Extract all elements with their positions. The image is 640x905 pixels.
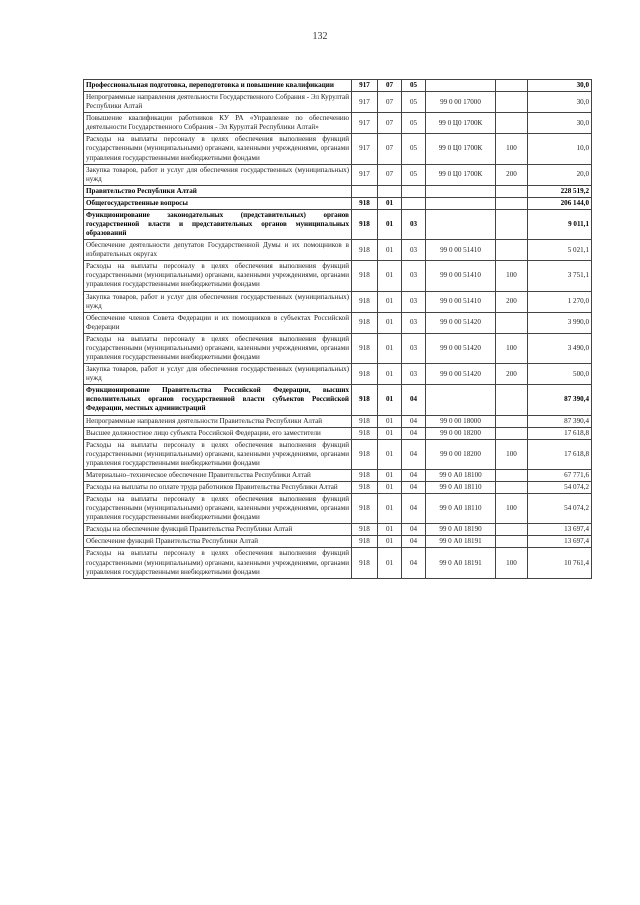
- target-article-cell: 99 0 А0 18110: [426, 481, 496, 493]
- table-row: [84, 185, 592, 197]
- section-code-cell: 01: [378, 312, 402, 333]
- ministry-code-cell: 917: [352, 134, 378, 164]
- expense-name-cell: Материально–техническое обеспечение Правительства Республики Алтай: [84, 469, 352, 481]
- expense-type-cell: [496, 481, 528, 493]
- section-code-cell: 07: [378, 113, 402, 134]
- expense-name-cell: Непрограммные направления деятельности Правительства Республики Алтай: [84, 415, 352, 427]
- ministry-code-cell: 918: [352, 261, 378, 291]
- expense-name-cell: Обеспечение функций Правительства Республики Алтай: [84, 536, 352, 548]
- subsection-code-cell: 04: [402, 536, 426, 548]
- expense-type-cell: 100: [496, 134, 528, 164]
- amount-cell: 30,0: [528, 92, 592, 113]
- section-code-cell: 01: [378, 333, 402, 363]
- subsection-code-cell: 03: [402, 364, 426, 385]
- expense-type-cell: 200: [496, 164, 528, 185]
- target-article-cell: 99 0 00 51410: [426, 291, 496, 312]
- subsection-code-cell: 03: [402, 312, 426, 333]
- subsection-code-cell: 05: [402, 80, 426, 92]
- table-body: [84, 80, 592, 579]
- table-row: [84, 415, 592, 427]
- section-code-cell: 01: [378, 439, 402, 469]
- table-row: [84, 494, 592, 524]
- expense-type-cell: [496, 80, 528, 92]
- target-article-cell: 99 0 А0 18110: [426, 494, 496, 524]
- amount-cell: 87 390,4: [528, 415, 592, 427]
- section-code-cell: 01: [378, 469, 402, 481]
- target-article-cell: 99 0 00 17000: [426, 92, 496, 113]
- amount-cell: 500,0: [528, 364, 592, 385]
- expense-type-cell: [496, 415, 528, 427]
- ministry-code-cell: 918: [352, 415, 378, 427]
- ministry-code-cell: 918: [352, 209, 378, 239]
- ministry-code-cell: 918: [352, 439, 378, 469]
- section-code-cell: 01: [378, 240, 402, 261]
- section-code-cell: 01: [378, 524, 402, 536]
- table-row: [84, 197, 592, 209]
- subsection-code-cell: 04: [402, 494, 426, 524]
- subsection-code-cell: [402, 185, 426, 197]
- expense-type-cell: [496, 209, 528, 239]
- table-row: [84, 524, 592, 536]
- subsection-code-cell: 04: [402, 415, 426, 427]
- subsection-code-cell: [402, 197, 426, 209]
- target-article-cell: 99 0 А0 18190: [426, 524, 496, 536]
- subsection-code-cell: 04: [402, 524, 426, 536]
- subsection-code-cell: 03: [402, 291, 426, 312]
- ministry-code-cell: 918: [352, 385, 378, 415]
- section-code-cell: 07: [378, 92, 402, 113]
- amount-cell: 30,0: [528, 80, 592, 92]
- target-article-cell: [426, 80, 496, 92]
- amount-cell: 206 144,0: [528, 197, 592, 209]
- ministry-code-cell: 917: [352, 92, 378, 113]
- amount-cell: 54 074,2: [528, 481, 592, 493]
- amount-cell: 10 761,4: [528, 548, 592, 578]
- amount-cell: 9 011,1: [528, 209, 592, 239]
- table-row: [84, 261, 592, 291]
- expense-name-cell: Расходы на выплаты персоналу в целях обеспечения выполнения функций государственными (муниципальными) органами, казенными учреждениями, органами управления государственными внебюджетными фондами: [84, 494, 352, 524]
- target-article-cell: [426, 185, 496, 197]
- target-article-cell: [426, 197, 496, 209]
- expense-type-cell: [496, 197, 528, 209]
- table-row: [84, 364, 592, 385]
- table-row: [84, 427, 592, 439]
- section-code-cell: 01: [378, 209, 402, 239]
- expense-type-cell: [496, 92, 528, 113]
- subsection-code-cell: 05: [402, 113, 426, 134]
- subsection-code-cell: 04: [402, 481, 426, 493]
- target-article-cell: 99 0 00 18200: [426, 427, 496, 439]
- expense-type-cell: [496, 312, 528, 333]
- amount-cell: 67 771,6: [528, 469, 592, 481]
- expense-name-cell: Непрограммные направления деятельности Государственного Собрания - Эл Курултай Республики Алтай: [84, 92, 352, 113]
- amount-cell: 5 021,1: [528, 240, 592, 261]
- section-code-cell: 01: [378, 481, 402, 493]
- expense-type-cell: 200: [496, 291, 528, 312]
- expense-type-cell: 100: [496, 333, 528, 363]
- expense-name-cell: Повышение квалификации работников КУ РА «Управление по обеспечению деятельности Государственного Собрания - Эл Курултай Республики Алтай»: [84, 113, 352, 134]
- expense-name-cell: Обеспечение членов Совета Федерации и их помощников в субъектах Российской Федерации: [84, 312, 352, 333]
- subsection-code-cell: 05: [402, 134, 426, 164]
- section-code-cell: 01: [378, 427, 402, 439]
- subsection-code-cell: 04: [402, 427, 426, 439]
- expense-name-cell: Расходы на выплаты по оплате труда работников Правительства Республики Алтай: [84, 481, 352, 493]
- ministry-code-cell: 918: [352, 481, 378, 493]
- target-article-cell: 99 0 00 18200: [426, 439, 496, 469]
- amount-cell: 17 618,8: [528, 427, 592, 439]
- target-article-cell: 99 0 А0 18100: [426, 469, 496, 481]
- target-article-cell: 99 0 00 51410: [426, 240, 496, 261]
- table-row: [84, 291, 592, 312]
- target-article-cell: 99 0 Ц0 1700К: [426, 113, 496, 134]
- amount-cell: 3 990,0: [528, 312, 592, 333]
- ministry-code-cell: [352, 185, 378, 197]
- expense-name-cell: Закупка товаров, работ и услуг для обеспечения государственных (муниципальных) нужд: [84, 364, 352, 385]
- ministry-code-cell: 918: [352, 469, 378, 481]
- ministry-code-cell: 917: [352, 113, 378, 134]
- expense-name-cell: Расходы на выплаты персоналу в целях обеспечения выполнения функций государственными (муниципальными) органами, казенными учреждениями, органами управления государственными внебюджетными фондами: [84, 333, 352, 363]
- subsection-code-cell: 03: [402, 209, 426, 239]
- expense-type-cell: [496, 240, 528, 261]
- table-row: [84, 536, 592, 548]
- amount-cell: 54 074,2: [528, 494, 592, 524]
- table-row: [84, 312, 592, 333]
- expense-name-cell: Расходы на выплаты персоналу в целях обеспечения выполнения функций государственными (муниципальными) органами, казенными учреждениями, органами управления государственными внебюджетными фондами: [84, 261, 352, 291]
- expense-type-cell: 100: [496, 494, 528, 524]
- section-code-cell: 01: [378, 494, 402, 524]
- amount-cell: 20,0: [528, 164, 592, 185]
- ministry-code-cell: 918: [352, 197, 378, 209]
- subsection-code-cell: 04: [402, 439, 426, 469]
- expense-type-cell: 200: [496, 364, 528, 385]
- target-article-cell: 99 0 00 51420: [426, 333, 496, 363]
- budget-table: [83, 79, 592, 579]
- target-article-cell: 99 0 Ц0 1700К: [426, 164, 496, 185]
- page-number: 132: [312, 31, 328, 42]
- table-row: [84, 439, 592, 469]
- amount-cell: 17 618,8: [528, 439, 592, 469]
- expense-type-cell: [496, 385, 528, 415]
- ministry-code-cell: 917: [352, 164, 378, 185]
- expense-type-cell: 100: [496, 261, 528, 291]
- expense-name-cell: Расходы на выплаты персоналу в целях обеспечения выполнения функций государственными (муниципальными) органами, казенными учреждениями, органами управления государственными внебюджетными фондами: [84, 548, 352, 578]
- target-article-cell: 99 0 Ц0 1700К: [426, 134, 496, 164]
- subsection-code-cell: 05: [402, 164, 426, 185]
- expense-name-cell: Обеспечение деятельности депутатов Государственной Думы и их помощников в избирательных округах: [84, 240, 352, 261]
- expense-name-cell: Расходы на выплаты персоналу в целях обеспечения выполнения функций государственными (муниципальными) органами, казенными учреждениями, органами управления государственными внебюджетными фондами: [84, 134, 352, 164]
- section-code-cell: 01: [378, 261, 402, 291]
- amount-cell: 3 751,1: [528, 261, 592, 291]
- subsection-code-cell: 04: [402, 469, 426, 481]
- target-article-cell: 99 0 00 51410: [426, 261, 496, 291]
- table-row: [84, 385, 592, 415]
- amount-cell: 10,0: [528, 134, 592, 164]
- subsection-code-cell: 04: [402, 385, 426, 415]
- amount-cell: 228 519,2: [528, 185, 592, 197]
- amount-cell: 1 270,0: [528, 291, 592, 312]
- table-row: [84, 209, 592, 239]
- target-article-cell: 99 0 А0 18191: [426, 548, 496, 578]
- amount-cell: 3 490,0: [528, 333, 592, 363]
- table-row: [84, 134, 592, 164]
- section-code-cell: 07: [378, 80, 402, 92]
- expense-name-cell: Расходы на выплаты персоналу в целях обеспечения выполнения функций государственными (муниципальными) органами, казенными учреждениями, органами управления государственными внебюджетными фондами: [84, 439, 352, 469]
- ministry-code-cell: 918: [352, 312, 378, 333]
- ministry-code-cell: 918: [352, 240, 378, 261]
- table-row: [84, 80, 592, 92]
- table-row: [84, 113, 592, 134]
- section-code-cell: 01: [378, 415, 402, 427]
- expense-name-cell: Общегосударственные вопросы: [84, 197, 352, 209]
- subsection-code-cell: 04: [402, 548, 426, 578]
- target-article-cell: [426, 209, 496, 239]
- table-row: [84, 92, 592, 113]
- amount-cell: 87 390,4: [528, 385, 592, 415]
- expense-name-cell: Функционирование Правительства Российской Федерации, высших исполнительных органов государственной власти субъектов Российской Федерации, местных администраций: [84, 385, 352, 415]
- ministry-code-cell: 918: [352, 333, 378, 363]
- ministry-code-cell: 918: [352, 494, 378, 524]
- expense-name-cell: Закупка товаров, работ и услуг для обеспечения государственных (муниципальных) нужд: [84, 291, 352, 312]
- ministry-code-cell: 918: [352, 364, 378, 385]
- section-code-cell: [378, 185, 402, 197]
- ministry-code-cell: 918: [352, 427, 378, 439]
- amount-cell: 13 697,4: [528, 536, 592, 548]
- subsection-code-cell: 03: [402, 240, 426, 261]
- section-code-cell: 07: [378, 134, 402, 164]
- expense-name-cell: Правительство Республики Алтай: [84, 185, 352, 197]
- target-article-cell: 99 0 00 51420: [426, 312, 496, 333]
- amount-cell: 13 697,4: [528, 524, 592, 536]
- section-code-cell: 01: [378, 385, 402, 415]
- section-code-cell: 01: [378, 197, 402, 209]
- expense-name-cell: Функционирование законодательных (представительных) органов государственной власти и представительных органов муниципальных образований: [84, 209, 352, 239]
- ministry-code-cell: 918: [352, 291, 378, 312]
- section-code-cell: 01: [378, 291, 402, 312]
- expense-type-cell: [496, 524, 528, 536]
- expense-type-cell: 100: [496, 439, 528, 469]
- expense-name-cell: Расходы на обеспечение функций Правительства Республики Алтай: [84, 524, 352, 536]
- expense-name-cell: Высшее должностное лицо субъекта Российской Федерации, его заместители: [84, 427, 352, 439]
- expense-type-cell: [496, 536, 528, 548]
- section-code-cell: 01: [378, 364, 402, 385]
- target-article-cell: 99 0 00 18000: [426, 415, 496, 427]
- table-row: [84, 469, 592, 481]
- target-article-cell: [426, 385, 496, 415]
- subsection-code-cell: 05: [402, 92, 426, 113]
- table-row: [84, 548, 592, 578]
- table-row: [84, 333, 592, 363]
- section-code-cell: 01: [378, 548, 402, 578]
- table-row: [84, 240, 592, 261]
- ministry-code-cell: 918: [352, 548, 378, 578]
- expense-type-cell: [496, 427, 528, 439]
- expense-type-cell: [496, 185, 528, 197]
- section-code-cell: 07: [378, 164, 402, 185]
- expense-type-cell: [496, 469, 528, 481]
- expense-name-cell: Профессиональная подготовка, переподготовка и повышение квалификации: [84, 80, 352, 92]
- subsection-code-cell: 03: [402, 333, 426, 363]
- ministry-code-cell: 918: [352, 524, 378, 536]
- ministry-code-cell: 918: [352, 536, 378, 548]
- table-row: [84, 164, 592, 185]
- expense-type-cell: [496, 113, 528, 134]
- ministry-code-cell: 917: [352, 80, 378, 92]
- amount-cell: 30,0: [528, 113, 592, 134]
- target-article-cell: 99 0 А0 18191: [426, 536, 496, 548]
- subsection-code-cell: 03: [402, 261, 426, 291]
- expense-type-cell: 100: [496, 548, 528, 578]
- expense-name-cell: Закупка товаров, работ и услуг для обеспечения государственных (муниципальных) нужд: [84, 164, 352, 185]
- target-article-cell: 99 0 00 51420: [426, 364, 496, 385]
- table-row: [84, 481, 592, 493]
- section-code-cell: 01: [378, 536, 402, 548]
